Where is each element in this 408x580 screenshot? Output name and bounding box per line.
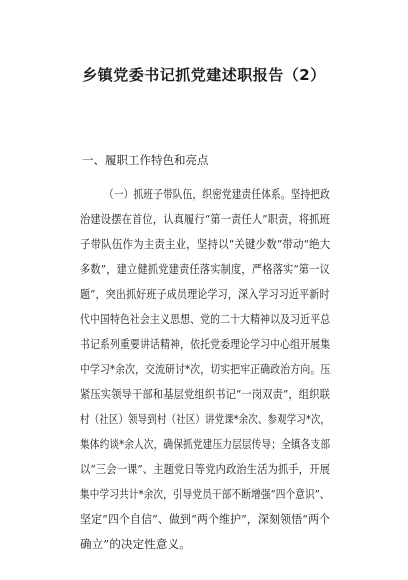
section-heading: 一、履职工作特色和亮点 (82, 153, 209, 167)
paragraph-line: 子带队伍作为主责主业，坚持以“关键少数”带动“绝大 (80, 237, 331, 251)
paragraph-line: 书记系列重要讲话精神，依托党委理论学习中心组开展集 (80, 337, 331, 351)
paragraph-line: 代中国特色社会主义思想、党的二十大精神以及习近平总 (80, 312, 331, 326)
paragraph-line: （一）抓班子带队伍，织密党建责任体系。坚持把政 (104, 187, 330, 201)
paragraph-line: 多数”，建立健抓党建责任落实制度，严格落实“第一议 (80, 262, 331, 276)
paragraph-line: 坚定“四个自信”、做到“两个维护”，深刻领悟“两个 (80, 512, 331, 526)
paragraph-line: 确立”的决定性意义。 (80, 537, 191, 551)
paragraph-line: 以“三会一课”、主题党日等党内政治生活为抓手，开展 (80, 462, 331, 476)
paragraph-line: 集体约谈*余人次，确保抓党建压力层层传导；全镇各支部 (80, 437, 331, 451)
paragraph-line: 题”，突出抓好班子成员理论学习，深入学习习近平新时 (80, 287, 330, 301)
paragraph-line: 村（社区）领导到村（社区）讲党课*余次、参观学习*次， (80, 412, 331, 426)
paragraph-line: 集中学习共计*余次，引导党员干部不断增强“四个意识”、 (80, 487, 330, 501)
paragraph-line: 治建设摆在首位，认真履行“第一责任人”职责，将抓班 (80, 212, 331, 226)
document-title: 乡镇党委书记抓党建述职报告（2） (82, 66, 326, 84)
paragraph-line: 中学习*余次，交流研讨*次，切实把牢正确政治方向。压 (80, 362, 331, 376)
paragraph-line: 紧压实领导干部和基层党组织书记“一岗双责”，组织联 (80, 387, 331, 401)
